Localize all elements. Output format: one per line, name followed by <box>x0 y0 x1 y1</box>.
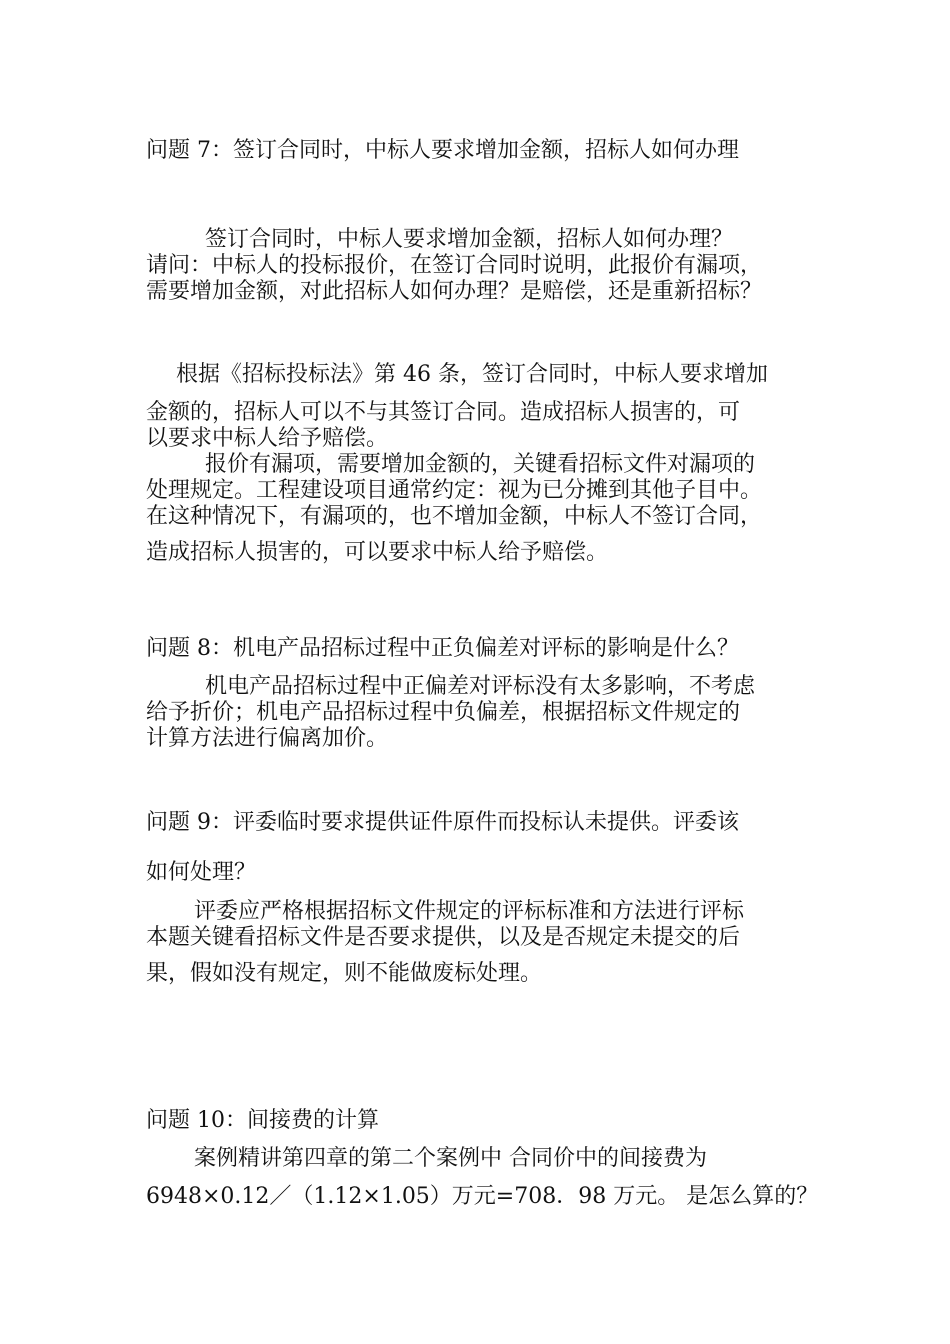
q7-answer2-line-3: 在这种情况下，有漏项的，也不增加金额，中标人不签订合同， <box>146 504 763 529</box>
q8-answer-line-3: 计算方法进行偏离加价。 <box>146 726 389 751</box>
q10-answer-line-2: 6948×0.12／（1.12×1.05）万元=708．98 万元。 是怎么算的？ <box>146 1184 819 1209</box>
q7-answer1-line-2: 金额的，招标人可以不与其签订合同。造成招标人损害的，可 <box>146 400 741 425</box>
q7-title: 问题 7：签订合同时，中标人要求增加金额，招标人如何办理 <box>146 138 739 163</box>
q9-answer-line-1: 评委应严格根据招标文件规定的评标标准和方法进行评标 <box>194 899 745 924</box>
q8-answer-line-1: 机电产品招标过程中正偏差对评标没有太多影响，不考虑 <box>205 674 756 699</box>
q7-answer2-line-4: 造成招标人损害的，可以要求中标人给予赔偿。 <box>146 540 609 565</box>
q9-title-line-2: 如何处理？ <box>146 860 257 885</box>
q10-answer-line-1: 案例精讲第四章的第二个案例中 合同价中的间接费为 <box>194 1146 707 1171</box>
q8-title: 问题 8：机电产品招标过程中正负偏差对评标的影响是什么？ <box>146 636 739 661</box>
q10-title: 问题 10：间接费的计算 <box>146 1108 379 1133</box>
q9-title-line-1: 问题 9：评委临时要求提供证件原件而投标认未提供。评委该 <box>146 810 739 835</box>
q7-answer2-line-1: 报价有漏项，需要增加金额的，关键看招标文件对漏项的 <box>205 452 756 477</box>
q7-question-line-3: 需要增加金额，对此招标人如何办理？是赔偿，还是重新招标？ <box>146 279 763 304</box>
q8-answer-line-2: 给予折价；机电产品招标过程中负偏差，根据招标文件规定的 <box>146 700 741 725</box>
q7-answer2-line-2: 处理规定。工程建设项目通常约定：视为已分摊到其他子目中。 <box>146 478 763 503</box>
q7-question-line-2: 请问：中标人的投标报价，在签订合同时说明，此报价有漏项， <box>146 253 763 278</box>
q7-answer1-line-1: 根据《招标投标法》第 46 条，签订合同时，中标人要求增加 <box>176 362 768 387</box>
q7-answer1-line-3: 以要求中标人给予赔偿。 <box>146 426 389 451</box>
q7-question-line-1: 签订合同时，中标人要求增加金额，招标人如何办理？ <box>205 227 734 252</box>
q9-answer-line-2: 本题关键看招标文件是否要求提供，以及是否规定未提交的后 <box>146 925 741 950</box>
q9-answer-line-3: 果，假如没有规定，则不能做废标处理。 <box>146 961 543 986</box>
